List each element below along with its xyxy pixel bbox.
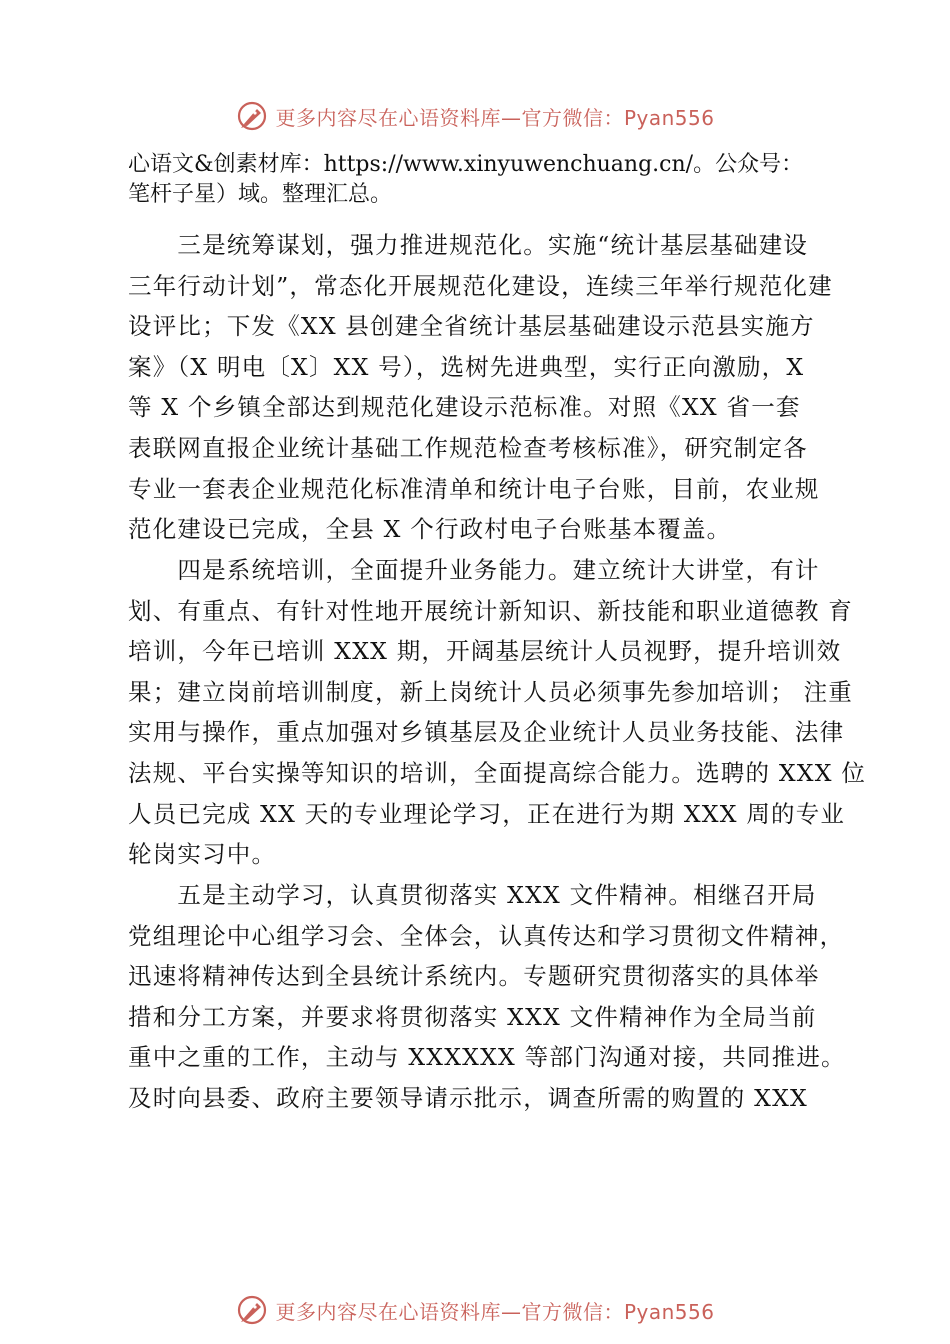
text-line: 法规、平台实操等知识的培训，全面提高综合能力。选聘的 XXX 位 bbox=[128, 758, 867, 787]
text-line: 案》（X 明电〔X〕XX 号），选树先进典型，实行正向激励，X bbox=[128, 352, 805, 381]
banner-text: 更多内容尽在心语资料库—官方微信：Pyan556 bbox=[275, 105, 715, 130]
text-line: 迅速将精神传达到全县统计系统内。专题研究贯彻落实的具体举 bbox=[128, 962, 820, 991]
text-line: 果；建立岗前培训制度，新上岗统计人员必须事先参加培训； 注重 bbox=[128, 677, 853, 706]
banner-text: 更多内容尽在心语资料库—官方微信：Pyan556 bbox=[275, 1299, 715, 1324]
paragraph-standardization bbox=[128, 225, 848, 550]
text-line: 人员已完成 XX 天的专业理论学习，正在进行为期 XXX 周的专业 bbox=[128, 799, 846, 828]
text-line: 三年行动计划”，常态化开展规范化建设，连续三年举行规范化建 bbox=[128, 271, 833, 300]
source-note-line-2: 笔杆子星）域。整理汇总。 bbox=[128, 182, 393, 207]
text-line: 实用与操作，重点加强对乡镇基层及企业统计人员业务技能、法律 bbox=[128, 718, 845, 747]
source-note-line-1: 心语文&创素材库：https://www.xinyuwenchuang.cn/。公众号： bbox=[128, 152, 804, 177]
text-line: 五是主动学习，认真贯彻落实 XXX 文件精神。相继召开局 bbox=[128, 881, 817, 909]
text-line: 表联网直报企业统计基础工作规范检查考核标准》，研究制定各 bbox=[128, 433, 808, 462]
paragraph-study bbox=[128, 875, 848, 1119]
text-line: 等 X 个乡镇全部达到规范化建设示范标准。对照《XX 省一套 bbox=[128, 393, 801, 422]
text-line: 划、有重点、有针对性地开展统计新知识、新技能和职业道德教 育 bbox=[128, 596, 853, 625]
paragraph-training bbox=[128, 550, 867, 875]
text-line: 专业一套表企业规范化标准清单和统计电子台账，目前，农业规 bbox=[128, 474, 820, 503]
text-line: 三是统筹谋划，强力推进规范化。实施“统计基层基础建设 bbox=[128, 231, 809, 259]
text-line: 设评比；下发《XX 县创建全省统计基层基础建设示范县实施方 bbox=[128, 312, 815, 341]
text-line: 四是系统培训，全面提升业务能力。建立统计大讲堂，有计 bbox=[128, 556, 820, 584]
pen-nib-logo-icon bbox=[235, 1293, 269, 1327]
bottom-banner bbox=[0, 1288, 950, 1332]
text-line: 措和分工方案，并要求将贯彻落实 XXX 文件精神作为全局当前 bbox=[128, 1002, 817, 1031]
text-line: 培训，今年已培训 XXX 期，开阔基层统计人员视野，提升培训效 bbox=[128, 637, 842, 666]
text-line: 及时向县委、政府主要领导请示批示，调查所需的购置的 XXX bbox=[128, 1083, 808, 1112]
text-line: 范化建设已完成，全县 X 个行政村电子台账基本覆盖。 bbox=[128, 515, 732, 544]
top-banner bbox=[0, 94, 950, 138]
text-line: 党组理论中心组学习会、全体会，认真传达和学习贯彻文件精神， bbox=[128, 921, 845, 950]
text-line: 轮岗实习中。 bbox=[128, 840, 277, 869]
text-line: 重中之重的工作，主动与 XXXXXX 等部门沟通对接，共同推进。 bbox=[128, 1043, 846, 1072]
pen-nib-logo-icon bbox=[235, 99, 269, 133]
